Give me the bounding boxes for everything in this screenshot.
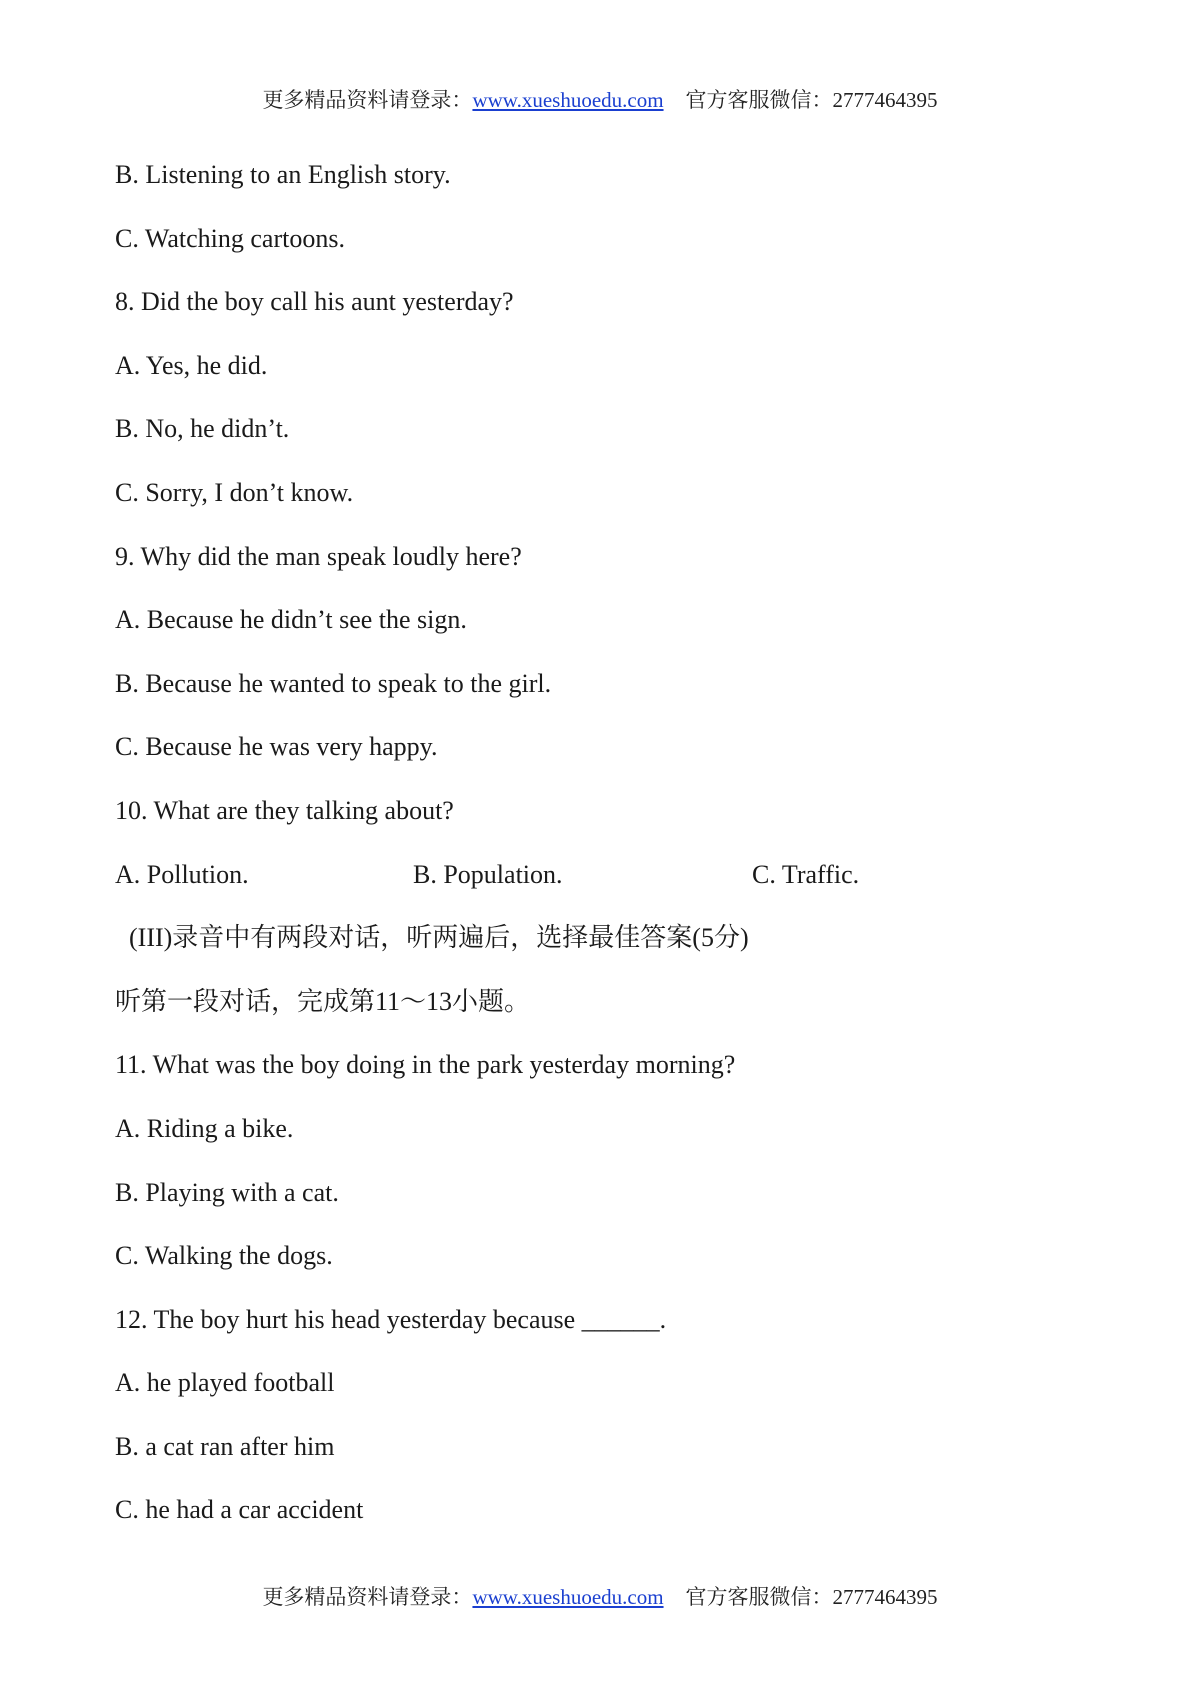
option-11a: A. Riding a bike. (115, 1113, 294, 1143)
option-12b: B. a cat ran after him (115, 1431, 335, 1461)
footer-prefix: 更多精品资料请登录： (262, 1585, 473, 1609)
option-7b: B. Listening to an English story. (115, 160, 451, 189)
option-11b: B. Playing with a cat. (115, 1177, 339, 1207)
question-10: 10. What are they talking about? (115, 795, 454, 825)
header-website-link[interactable]: www.xueshuoedu.com (472, 88, 664, 112)
option-10b: B. Population. (413, 859, 563, 889)
section-heading: (III)录音中有两段对话，听两遍后，选择最佳答案(5分) (129, 923, 749, 953)
question-12: 12. The boy hurt his head yesterday because ______. (115, 1304, 667, 1334)
question-9: 9. Why did the man speak loudly here? (115, 541, 522, 571)
dialogue-instruction: 听第一段对话，完成第11～13小题。 (115, 986, 531, 1016)
question-8: 8. Did the boy call his aunt yesterday? (115, 287, 514, 317)
header-contact: 官方客服微信：2777464395 (685, 88, 938, 112)
option-8c: C. Sorry, I don’t know. (115, 477, 354, 507)
option-10c: C. Traffic. (752, 859, 860, 889)
exam-content (115, 157, 1115, 1556)
option-8a: A. Yes, he did. (115, 350, 268, 380)
option-9c: C. Because he was very happy. (115, 732, 438, 762)
page-header (0, 85, 1200, 115)
footer-contact: 官方客服微信：2777464395 (685, 1585, 938, 1609)
option-9a: A. Because he didn’t see the sign. (115, 605, 467, 635)
option-9b: B. Because he wanted to speak to the girl. (115, 668, 552, 698)
option-12c: C. he had a car accident (115, 1495, 364, 1525)
footer-website-link[interactable]: www.xueshuoedu.com (472, 1585, 664, 1609)
page-footer (0, 1582, 1200, 1612)
option-7c: C. Watching cartoons. (115, 223, 345, 253)
header-prefix: 更多精品资料请登录： (262, 88, 473, 112)
option-10a: A. Pollution. (115, 859, 249, 889)
question-11: 11. What was the boy doing in the park yesterday morning? (115, 1050, 736, 1080)
question-10-options (115, 857, 1115, 921)
option-11c: C. Walking the dogs. (115, 1241, 333, 1271)
option-12a: A. he played football (115, 1368, 335, 1398)
option-8b: B. No, he didn’t. (115, 414, 290, 444)
